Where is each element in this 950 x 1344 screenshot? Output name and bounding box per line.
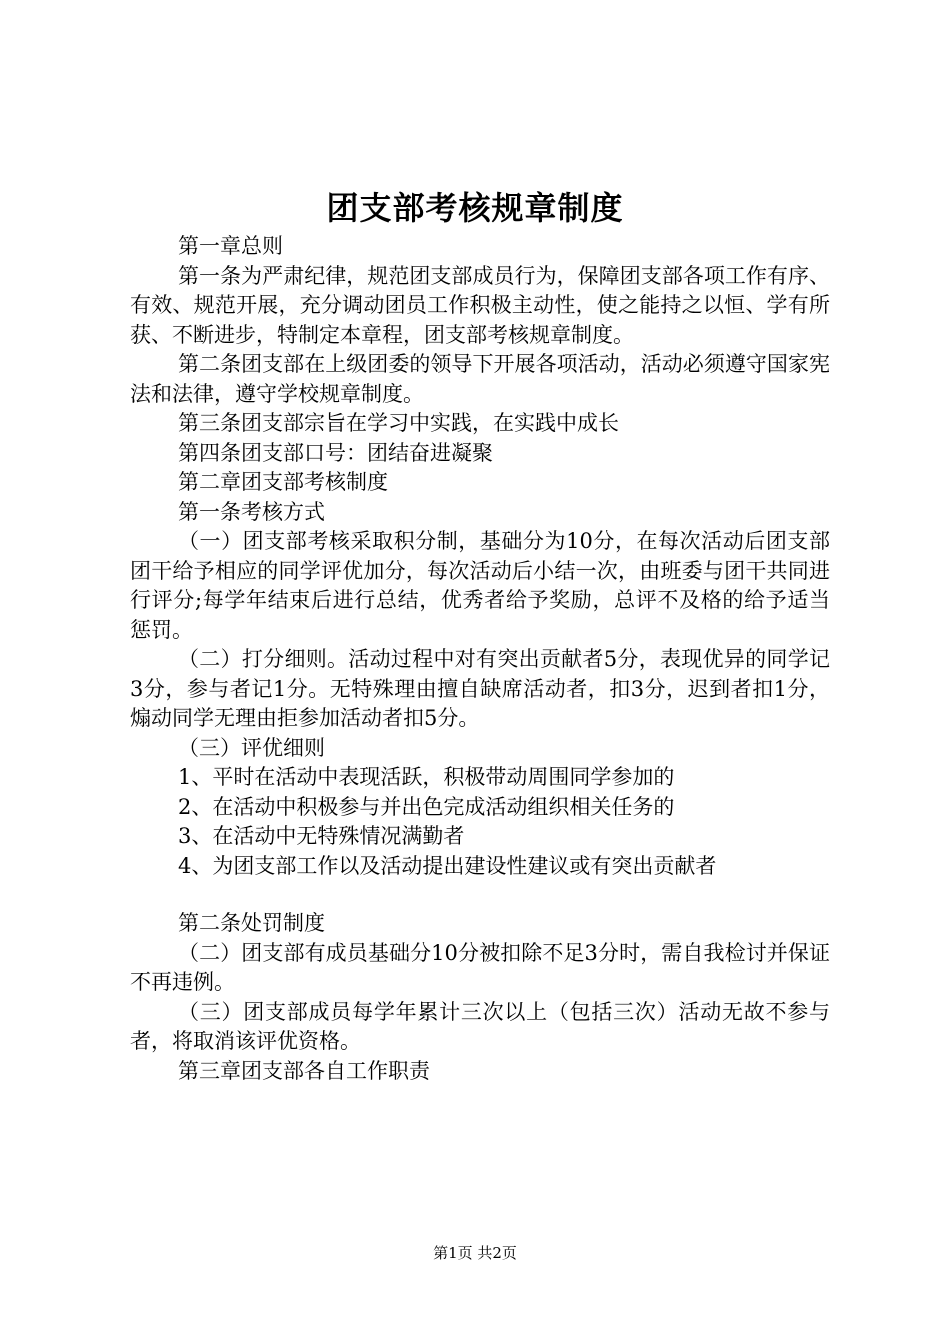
list-item: 4、为团支部工作以及活动提出建设性建议或有突出贡献者 bbox=[178, 853, 717, 878]
article-paragraph: 第二条团支部在上级团委的领导下开展各项活动，活动必须遵守国家宪法和法律，遵守学校规章制度。 bbox=[130, 352, 830, 406]
chapter-heading: 第一章总则 bbox=[178, 234, 283, 258]
list-item: 1、平时在活动中表现活跃，积极带动周围同学参加的 bbox=[178, 765, 675, 789]
article-paragraph: 第二条处罚制度 bbox=[178, 911, 325, 935]
article-paragraph: 第四条团支部口号：团结奋进凝聚 bbox=[178, 440, 493, 465]
list-item: 3、在活动中无特殊情况满勤者 bbox=[178, 824, 465, 848]
article-paragraph: （三）团支部成员每学年累计三次以上（包括三次）活动无故不参与者，将取消该评优资格。 bbox=[130, 999, 830, 1053]
list-item: 2、在活动中积极参与并出色完成活动组织相关任务的 bbox=[178, 794, 675, 819]
chapter-heading: 第二章团支部考核制度 bbox=[178, 470, 388, 494]
article-paragraph: （三）评优细则 bbox=[178, 735, 325, 760]
page-number-footer: 第1页 共2页 bbox=[433, 1244, 517, 1262]
article-paragraph: （二）打分细则。活动过程中对有突出贡献者5分，表现优异的同学记3分，参与者记1分。无特殊理由擅自缺席活动者，扣3分，迟到者扣1分，煽动同学无理由拒参加活动者扣5分。 bbox=[130, 647, 830, 730]
chapter-heading: 第三章团支部各自工作职责 bbox=[178, 1058, 430, 1083]
document-title: 团支部考核规章制度 bbox=[326, 189, 624, 227]
article-paragraph: 第三条团支部宗旨在学习中实践，在实践中成长 bbox=[178, 411, 619, 435]
document-body bbox=[130, 232, 830, 1086]
article-paragraph: （一）团支部考核采取积分制，基础分为10分，在每次活动后团支部团干给予相应的同学评优加分，每次活动后小结一次，由班委与团干共同进行评分;每学年结束后进行总结，优秀者给予奖励，总评不及格的给予适当惩罚。 bbox=[130, 529, 830, 642]
article-paragraph: 第一条考核方式 bbox=[178, 499, 325, 524]
article-paragraph: （二）团支部有成员基础分10分被扣除不足3分时，需自我检讨并保证不再违例。 bbox=[130, 940, 830, 994]
article-paragraph: 第一条为严肃纪律，规范团支部成员行为，保障团支部各项工作有序、有效、规范开展，充分调动团员工作积极主动性，使之能持之以恒、学有所获、不断进步，特制定本章程，团支部考核规章制度。 bbox=[130, 263, 830, 347]
